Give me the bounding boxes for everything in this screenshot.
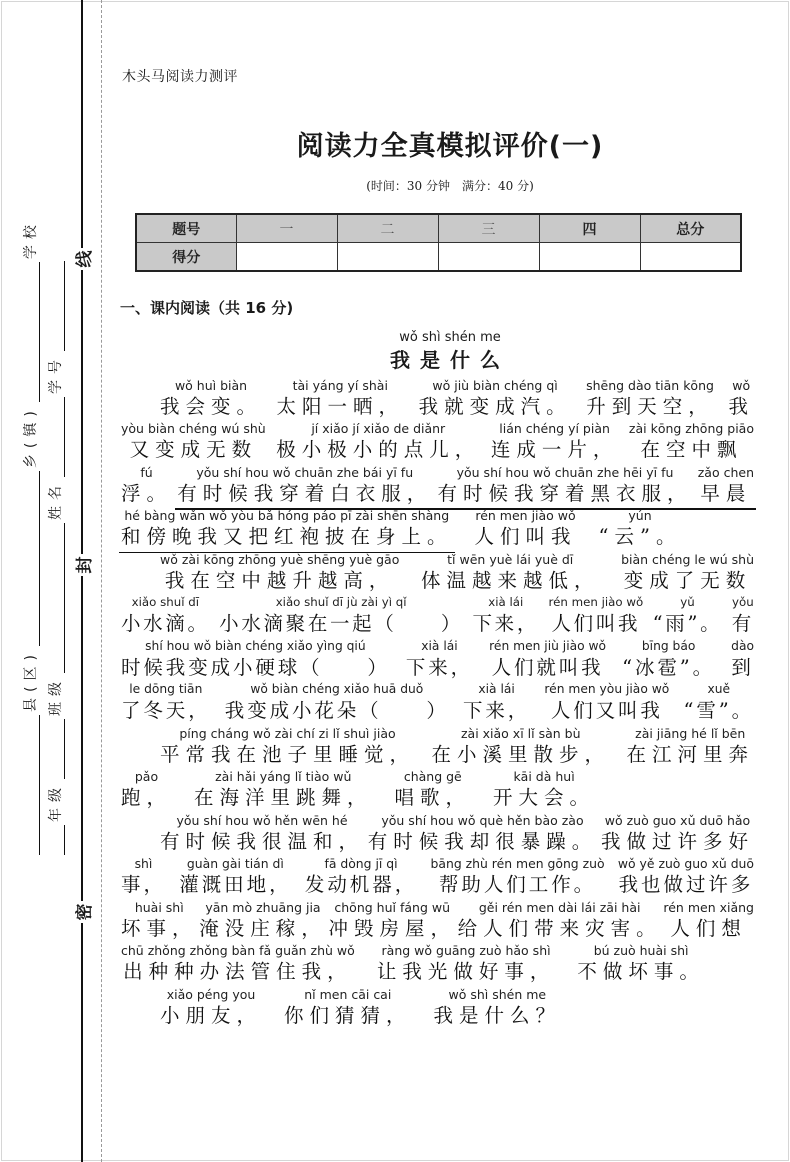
header-cell-question-no: 题号 xyxy=(136,214,236,243)
hanzi-text: 跑， xyxy=(121,786,173,809)
pinyin-text: xià lái xyxy=(421,638,458,653)
pinyin-text: zài hǎi yáng lǐ tiào wǔ xyxy=(215,769,352,784)
passage-line xyxy=(121,507,754,551)
county-label: 县(区) xyxy=(23,649,39,712)
hanzi-text: 唱歌， xyxy=(394,786,472,809)
pinyin-text: le dōng tiān xyxy=(129,682,203,696)
passage-line xyxy=(121,855,754,899)
brand-label: 木头马阅读力测评 xyxy=(122,69,238,85)
class-label: 班级 xyxy=(48,676,64,716)
ruby-segment xyxy=(683,682,754,724)
header-cell-1: 一 xyxy=(236,214,337,243)
passage-title-pinyin: wǒ shì shén me xyxy=(399,330,501,345)
exam-info: (时间：30 分钟 满分：40 分) xyxy=(366,179,534,193)
passage-line xyxy=(121,942,754,986)
ruby-segment xyxy=(121,595,210,637)
ruby-segment xyxy=(732,595,754,637)
hanzi-text: 在江河里奔 xyxy=(626,742,754,766)
student-id-label: 学号 xyxy=(48,354,64,394)
ruby-segment xyxy=(489,639,606,681)
hanzi-text: 出种种办法管住我， xyxy=(123,960,353,983)
ruby-segment xyxy=(277,378,405,420)
pinyin-text: xuě xyxy=(707,682,731,696)
pinyin-text: yǒu shí hou wǒ chuān zhe hēi yī fu xyxy=(456,464,674,480)
pinyin-text: chōng huǐ fáng wū xyxy=(334,899,450,915)
pinyin-text: yǔ xyxy=(680,595,695,609)
pinyin-text: dào xyxy=(731,638,754,653)
score-table-header-row xyxy=(136,214,741,243)
hanzi-text: 下来， xyxy=(472,612,540,635)
hanzi-text: 发动机器， xyxy=(304,873,418,896)
pinyin-text: fú xyxy=(140,464,153,480)
pinyin-text: rén men jiào wǒ xyxy=(475,508,576,523)
ruby-segment xyxy=(438,465,693,507)
ruby-segment xyxy=(544,682,669,724)
hanzi-text: 坏事， xyxy=(121,916,198,940)
hanzi-text: 人们叫我 xyxy=(551,612,641,635)
ruby-segment xyxy=(463,682,530,724)
pinyin-text: yǒu xyxy=(732,595,754,609)
hanzi-text: 事， xyxy=(121,873,166,896)
ruby-segment xyxy=(160,378,262,420)
ruby-segment xyxy=(473,595,540,637)
hanzi-text: 人们想 xyxy=(670,916,747,940)
ruby-segment xyxy=(160,813,364,855)
student-id-blank[interactable] xyxy=(50,397,65,477)
ruby-segment xyxy=(121,856,166,898)
ruby-segment xyxy=(601,813,754,855)
ruby-segment xyxy=(121,639,390,681)
ruby-segment xyxy=(599,508,682,550)
passage-line xyxy=(121,594,754,638)
pinyin-text: biàn chéng le wú shù xyxy=(621,551,754,567)
ruby-segment xyxy=(160,552,399,594)
ruby-segment xyxy=(698,465,754,507)
hanzi-text: 体温越来越低， xyxy=(420,568,600,592)
pinyin-text: guàn gài tián dì xyxy=(186,856,284,871)
pinyin-text: tǐ wēn yuè lái yuè dī xyxy=(447,551,574,567)
ruby-segment xyxy=(458,900,662,942)
passage-line xyxy=(121,420,754,464)
ruby-segment xyxy=(177,465,432,507)
passage-line xyxy=(121,768,754,812)
header-cell-4: 四 xyxy=(539,214,640,243)
ruby-segment xyxy=(621,552,754,594)
township-blank[interactable] xyxy=(25,471,40,646)
ruby-segment xyxy=(121,900,198,942)
hanzi-text: 我就变成汽。 xyxy=(418,394,572,418)
pinyin-text: hé bàng wǎn wǒ yòu bǎ hóng páo pī zài shēn shàng xyxy=(124,508,450,523)
hanzi-text: 极小极小的点儿， xyxy=(276,438,481,461)
hanzi-text: 有时候我穿着白衣服， xyxy=(177,481,433,505)
hanzi-text: 在小溪里散步， xyxy=(431,742,610,766)
hanzi-text: 帮助人们工作。 xyxy=(438,873,597,896)
pinyin-text: shí hou wǒ biàn chéng xiǎo yìng qiú xyxy=(145,638,366,653)
pinyin-text: zài jiāng hé lǐ bēn xyxy=(635,725,746,741)
ruby-segment xyxy=(493,769,595,811)
passage-line xyxy=(121,811,754,855)
section-heading: 一、课内阅读（共 16 分) xyxy=(120,299,294,317)
pinyin-text: wǒ yě zuò guo xǔ duō xyxy=(617,856,754,871)
pinyin-text: jí xiǎo jí xiǎo de diǎnr xyxy=(311,421,446,436)
county-blank[interactable] xyxy=(25,715,40,855)
header-cell-3: 三 xyxy=(438,214,539,243)
ruby-segment xyxy=(622,639,715,681)
pinyin-text: bīng báo xyxy=(641,638,696,653)
hanzi-text: 开大会。 xyxy=(493,786,596,809)
ruby-segment xyxy=(160,726,415,768)
pinyin-text: rén men jiù jiào wǒ xyxy=(489,638,607,653)
ruby-segment xyxy=(121,465,172,507)
score-cell-3[interactable] xyxy=(438,243,539,272)
hanzi-text: 了冬天， xyxy=(121,699,211,722)
pinyin-text: shēng dào tiān kōng xyxy=(586,377,714,393)
ruby-segment xyxy=(618,856,754,898)
hanzi-text: 小水滴。 xyxy=(121,612,210,635)
hanzi-text: 连成一片， xyxy=(490,438,619,461)
hanzi-text: 我是什么？ xyxy=(433,1003,562,1027)
passage-line xyxy=(121,550,754,594)
hanzi-text: 浮。 xyxy=(121,481,173,505)
hanzi-text: 有时候我穿着黑衣服， xyxy=(437,481,693,505)
score-row-label: 得分 xyxy=(136,243,236,272)
ruby-segment xyxy=(328,900,456,942)
ruby-segment xyxy=(421,552,600,594)
pinyin-text: tài yáng yí shài xyxy=(292,377,388,393)
pinyin-text: rén men xiǎng xyxy=(663,899,754,915)
pinyin-text: wǒ jiù biàn chéng qì xyxy=(432,377,558,393)
hanzi-text: 我做过许多好 xyxy=(600,829,754,853)
passage-line xyxy=(121,985,754,1029)
passage-body xyxy=(121,376,754,1029)
hanzi-text: 我会变。 xyxy=(160,394,263,418)
score-table xyxy=(135,213,742,272)
seal-line xyxy=(81,0,83,1162)
ruby-segment xyxy=(419,378,572,420)
hanzi-text: 灌溉田地， xyxy=(179,873,292,896)
hanzi-text: “雨”。 xyxy=(652,612,723,635)
hanzi-text: 冲毁房屋， xyxy=(328,916,456,940)
hanzi-text: 早晨 xyxy=(700,481,752,505)
score-cell-2[interactable] xyxy=(337,243,438,272)
hanzi-text: 我也做过许多 xyxy=(618,873,754,896)
pinyin-text: pǎo xyxy=(134,769,159,784)
pinyin-text: xià lái xyxy=(488,595,524,609)
hanzi-text: 给人们带来灾害。 xyxy=(457,916,662,940)
name-blank[interactable] xyxy=(50,523,65,673)
ruby-segment xyxy=(121,682,211,724)
ruby-segment xyxy=(475,508,577,550)
pinyin-text: rén men jiào wǒ xyxy=(548,595,644,609)
ruby-segment xyxy=(728,378,754,420)
hanzi-text: 平常我在池子里睡觉， xyxy=(160,742,416,766)
hanzi-text: 有时候我却很暴躁。 xyxy=(367,829,598,853)
ruby-segment xyxy=(377,943,556,985)
pinyin-text: zài xiǎo xī lǐ sàn bù xyxy=(460,725,581,741)
pinyin-text: lián chéng yí piàn xyxy=(499,421,610,436)
pinyin-text: wǒ xyxy=(732,377,751,393)
pinyin-text: yòu biàn chéng wú shù xyxy=(121,421,266,436)
ruby-segment xyxy=(179,856,291,898)
passage-line xyxy=(121,898,754,942)
township-label: 乡(镇) xyxy=(23,405,39,469)
hanzi-text: “云”。 xyxy=(598,525,682,548)
name-label: 姓名 xyxy=(48,480,64,520)
ruby-segment xyxy=(431,856,605,898)
pinyin-text: zǎo chen xyxy=(697,464,754,480)
pinyin-text: wǒ huì biàn xyxy=(174,377,248,393)
ruby-segment xyxy=(284,987,412,1029)
hanzi-text: 下来， xyxy=(405,655,474,679)
pinyin-text: yān mò zhuāng jia xyxy=(205,899,321,915)
hanzi-text: 在空中飘 xyxy=(640,438,743,461)
pinyin-text: xià lái xyxy=(478,682,515,696)
passage-title: 我是什么 xyxy=(390,348,510,372)
passage-line xyxy=(121,463,754,507)
pinyin-text: chū zhǒng zhǒng bàn fǎ guǎn zhù wǒ xyxy=(121,943,355,958)
ruby-segment xyxy=(663,900,754,942)
ruby-segment xyxy=(121,508,453,550)
ruby-segment xyxy=(653,595,723,637)
hanzi-text: 太阳一晒， xyxy=(276,394,405,418)
pinyin-text: bāng zhù rén men gōng zuò xyxy=(430,856,605,871)
ruby-segment xyxy=(577,943,705,985)
pinyin-text: kāi dà huì xyxy=(513,769,575,784)
pinyin-text: yǒu shí hou wǒ què hěn bào zào xyxy=(381,812,584,828)
hanzi-text: 有 xyxy=(731,612,754,635)
hanzi-text: 小水滴聚在一起（ ） xyxy=(219,612,464,635)
seal-char-feng: 封 xyxy=(70,554,94,576)
pinyin-text: gěi rén men dài lái zāi hài xyxy=(478,899,641,915)
hanzi-text: 人们又叫我 xyxy=(550,699,663,722)
ruby-segment xyxy=(491,421,619,463)
grade-label: 年级 xyxy=(48,782,64,822)
hanzi-text: 我在空中越升越高， xyxy=(164,568,395,592)
ruby-segment xyxy=(121,769,172,811)
pinyin-text: shì xyxy=(134,856,153,871)
ruby-segment xyxy=(626,726,754,768)
pinyin-text: ràng wǒ guāng zuò hǎo shì xyxy=(381,943,551,958)
hanzi-text: 小朋友， xyxy=(160,1003,263,1027)
hanzi-text: 我 xyxy=(728,394,754,418)
hanzi-text: 有时候我很温和， xyxy=(160,829,365,853)
pinyin-text: chàng gē xyxy=(403,769,462,784)
page-title: 阅读力全真模拟评价(一) xyxy=(296,131,604,162)
passage-line xyxy=(121,376,754,420)
score-cell-1[interactable] xyxy=(236,243,337,272)
seal-char-mi: 密 xyxy=(70,901,94,923)
ruby-segment xyxy=(586,378,714,420)
hanzi-text: “雪”。 xyxy=(683,699,754,722)
hanzi-text: 在海洋里跳舞， xyxy=(194,786,373,809)
pinyin-text: huài shì xyxy=(134,899,184,915)
hanzi-text: 人们就叫我 xyxy=(491,655,604,679)
hanzi-text: 不做坏事。 xyxy=(577,960,705,983)
hanzi-text: 又变成无数 xyxy=(129,438,258,461)
pinyin-text: bú zuò huài shì xyxy=(593,943,689,958)
ruby-segment xyxy=(434,987,562,1029)
pinyin-text: zài kōng zhōng piāo xyxy=(628,421,754,436)
pinyin-text: xiǎo shuǐ dī jù zài yì qǐ xyxy=(275,595,407,609)
ruby-segment xyxy=(431,726,610,768)
pinyin-text: wǒ shì shén me xyxy=(448,986,547,1002)
hanzi-text: 升到天空， xyxy=(586,394,714,418)
pinyin-text: wǒ biàn chéng xiǎo huā duǒ xyxy=(250,682,424,696)
ruby-segment xyxy=(549,595,644,637)
pinyin-text: fā dòng jī qì xyxy=(324,856,398,871)
pinyin-text: xiǎo péng you xyxy=(166,986,256,1002)
ruby-segment xyxy=(121,943,355,985)
ruby-segment xyxy=(395,769,472,811)
ruby-segment xyxy=(225,682,449,724)
hanzi-text: 你们猜猜， xyxy=(284,1003,412,1027)
hanzi-text: 变成了无数 xyxy=(623,568,752,592)
passage-line xyxy=(121,681,754,725)
ruby-segment xyxy=(219,595,463,637)
pinyin-text: wǒ zuò guo xǔ duō hǎo xyxy=(604,812,751,828)
school-label: 学校 xyxy=(23,219,39,260)
pinyin-text: rén men yòu jiào wǒ xyxy=(544,682,670,696)
class-blank[interactable] xyxy=(50,719,65,779)
ruby-segment xyxy=(406,639,473,681)
hanzi-text: 到 xyxy=(731,655,754,679)
ruby-segment xyxy=(305,856,417,898)
pinyin-text: yǒu shí hou wǒ hěn wēn hé xyxy=(176,812,348,828)
outer-info-row xyxy=(20,216,40,855)
hanzi-text: 人们叫我 xyxy=(474,525,577,548)
passage-line xyxy=(121,637,754,681)
ruby-segment xyxy=(121,421,266,463)
ruby-segment xyxy=(276,421,480,463)
hanzi-text: 我变成小花朵（ ） xyxy=(224,699,449,722)
ruby-segment xyxy=(731,639,754,681)
ruby-segment xyxy=(199,900,327,942)
pinyin-text: píng cháng wǒ zài chí zi lǐ shuì jiào xyxy=(179,725,396,741)
pinyin-text: xiǎo shuǐ dī xyxy=(131,595,200,609)
grade-blank[interactable] xyxy=(50,825,65,855)
pinyin-text: yún xyxy=(628,508,652,523)
ruby-segment xyxy=(160,987,262,1029)
hanzi-text: “冰雹”。 xyxy=(622,655,716,679)
pinyin-text: yǒu shí hou wǒ chuān zhe bái yī fu xyxy=(196,464,414,480)
score-cell-4[interactable] xyxy=(539,243,640,272)
pinyin-text: nǐ men cāi cai xyxy=(304,986,392,1002)
seal-char-xian: 线 xyxy=(70,248,94,270)
score-table-score-row xyxy=(136,243,741,272)
ruby-segment xyxy=(194,769,373,811)
cut-line xyxy=(101,0,102,1162)
passage-line xyxy=(121,724,754,768)
pinyin-text: wǒ zài kōng zhōng yuè shēng yuè gāo xyxy=(160,551,400,567)
score-cell-total[interactable] xyxy=(640,243,741,272)
header-cell-total: 总分 xyxy=(640,214,741,243)
hanzi-text: 时候我变成小硬球（ ） xyxy=(121,655,390,679)
hanzi-text: 和傍晚我又把红袍披在身上。 xyxy=(121,525,453,548)
hanzi-text: 下来， xyxy=(462,699,531,722)
ruby-segment xyxy=(629,421,754,463)
ruby-segment xyxy=(368,813,598,855)
hanzi-text: 淹没庄稼， xyxy=(199,916,327,940)
hanzi-text: 让我光做好事， xyxy=(376,960,556,983)
header-cell-2: 二 xyxy=(337,214,438,243)
